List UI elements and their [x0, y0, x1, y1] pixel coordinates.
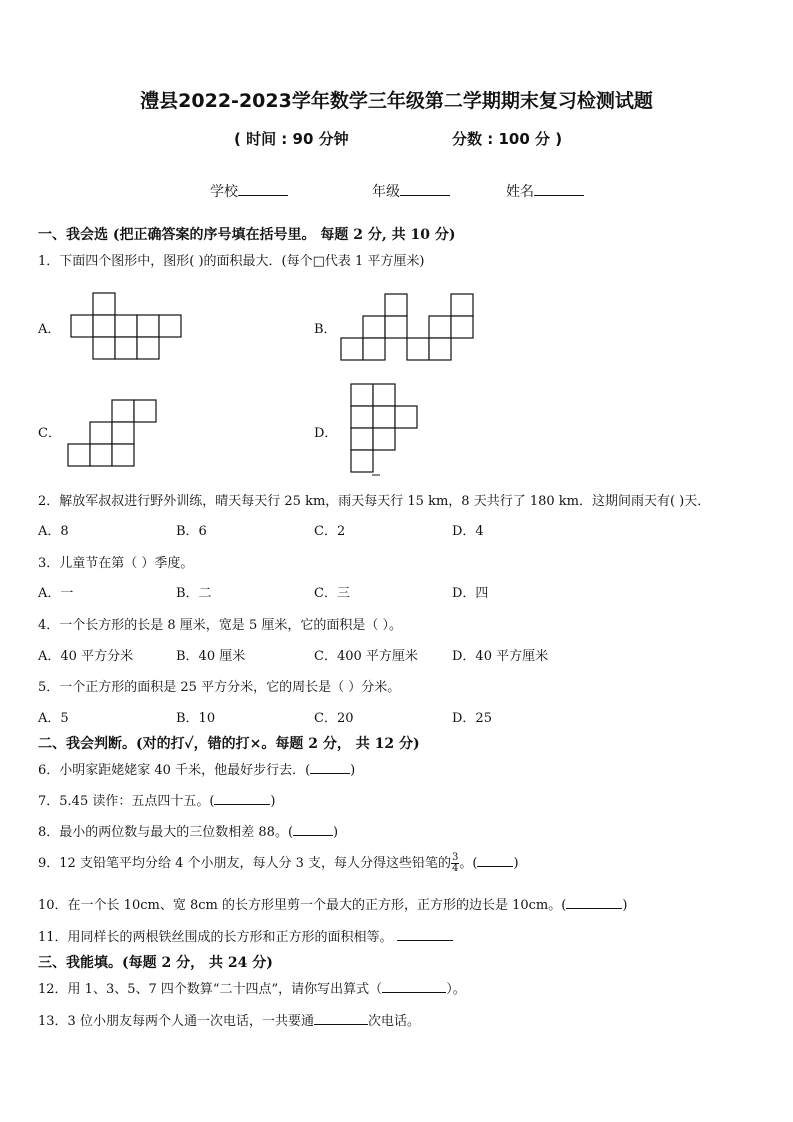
q5-option-c: C．20: [314, 711, 354, 726]
question-3: 3．儿童节在第（ ）季度。: [38, 556, 194, 571]
q9-text-end: 。(: [459, 856, 478, 871]
q2-option-d: D．4: [452, 524, 484, 539]
q9-text: 9．12 支铅笔平均分给 4 个小朋友，每人分 3 支，每人分得这些铅笔的: [38, 856, 452, 871]
q7-text: 7．5.45 读作：五点四十五。(: [38, 794, 215, 809]
question-2: 2．解放军叔叔进行野外训练，晴天每天行 25 km，雨天每天行 15 km，8 天共行了 180 km．这期间雨天有( )天．: [38, 494, 711, 509]
section3-heading: 三、我能填。(每题 2 分， 共 24 分): [38, 955, 273, 971]
page-title: 澧县2022-2023学年数学三年级第二学期期末复习检测试题: [140, 90, 653, 112]
q2-option-c: C．2: [314, 524, 346, 539]
q10-text: 10．在一个长 10cm、宽 8cm 的长方形里剪一个最大的正方形，正方形的边长是 10cm。(: [38, 898, 567, 913]
q8-blank[interactable]: [293, 821, 333, 836]
q7-close: ): [270, 794, 276, 809]
q10-blank[interactable]: [566, 894, 622, 909]
exam-score: 分数 : 100 分 ): [452, 130, 563, 148]
name-field: [506, 181, 584, 201]
section1-heading: 一、我会选 (把正确答案的序号填在括号里。 每题 2 分, 共 10 分): [38, 227, 456, 243]
school-field: [210, 181, 288, 201]
question-12: [38, 978, 466, 997]
q9-numerator: 3: [452, 852, 459, 863]
q12-close: ）。: [446, 982, 466, 997]
grade-field: [372, 181, 450, 201]
q8-close: ): [333, 825, 339, 840]
q12-text: 12．用 1、3、5、7 四个数算“二十四点”，请你写出算式（: [38, 982, 383, 997]
q11-blank[interactable]: [397, 926, 453, 941]
question-10: [38, 894, 627, 913]
q3-option-b: B．二: [176, 586, 212, 601]
q4-option-a: A．40 平方分米: [38, 649, 134, 664]
q5-option-d: D．25: [452, 711, 492, 726]
grade-label: 年级: [372, 184, 400, 200]
q13-text-end: 次电话。: [367, 1014, 420, 1029]
q1-label-b: B．: [314, 322, 337, 337]
q13-text: 13．3 位小朋友每两个人通一次电话，一共要通: [38, 1014, 314, 1029]
question-7: [38, 790, 276, 809]
q1-figure-d: [350, 383, 424, 477]
q2-option-a: A．8: [38, 524, 69, 539]
name-blank: [534, 181, 584, 196]
question-4: 4．一个长方形的长是 8 厘米，宽是 5 厘米，它的面积是（ ）。: [38, 618, 402, 633]
question-8: [38, 821, 338, 840]
q13-blank[interactable]: [314, 1010, 368, 1025]
name-label: 姓名: [506, 184, 534, 200]
q4-option-c: C．400 平方厘米: [314, 649, 418, 664]
q4-option-b: B．40 厘米: [176, 649, 246, 664]
exam-time: ( 时间 : 90 分钟: [234, 130, 349, 148]
q1-label-d: D．: [314, 426, 338, 441]
q1-figure-b: [340, 293, 478, 363]
q4-option-d: D．40 平方厘米: [452, 649, 549, 664]
q3-option-c: C．三: [314, 586, 350, 601]
q9-blank[interactable]: [477, 852, 513, 867]
school-blank: [238, 181, 288, 196]
q3-option-a: A．一: [38, 586, 74, 601]
section2-heading: 二、我会判断。(对的打✓，错的打×。每题 2 分， 共 12 分): [38, 736, 420, 752]
q10-close: ): [622, 898, 628, 913]
question-9: [38, 852, 519, 874]
question-1: 1．下面四个图形中，图形( )的面积最大．(每个□代表 1 平方厘米): [38, 254, 425, 269]
q7-blank[interactable]: [214, 790, 270, 805]
q8-text: 8．最小的两位数与最大的三位数相差 88。(: [38, 825, 294, 840]
q3-option-d: D．四: [452, 586, 489, 601]
school-label: 学校: [210, 184, 238, 200]
q6-text: 6．小明家距姥姥家 40 千米，他最好步行去．(: [38, 763, 311, 778]
q12-blank[interactable]: [382, 978, 446, 993]
question-11: [38, 926, 453, 945]
q6-close: ): [350, 763, 356, 778]
q11-text: 11．用同样长的两根铁丝围成的长方形和正方形的面积相等。: [38, 930, 393, 945]
q5-option-b: B．10: [176, 711, 216, 726]
question-13: [38, 1010, 420, 1029]
q1-label-c: C．: [38, 426, 61, 441]
q1-figure-a: [70, 292, 186, 362]
q9-close: ): [513, 856, 519, 871]
q5-option-a: A．5: [38, 711, 69, 726]
q2-option-b: B．6: [176, 524, 207, 539]
question-5: 5．一个正方形的面积是 25 平方分米，它的周长是（ ）分米。: [38, 680, 401, 695]
q9-denominator: 4: [452, 863, 459, 874]
q1-label-a: A．: [38, 322, 61, 337]
q6-blank[interactable]: [310, 759, 350, 774]
question-6: [38, 759, 355, 778]
grade-blank: [400, 181, 450, 196]
q1-figure-c: [67, 399, 163, 469]
